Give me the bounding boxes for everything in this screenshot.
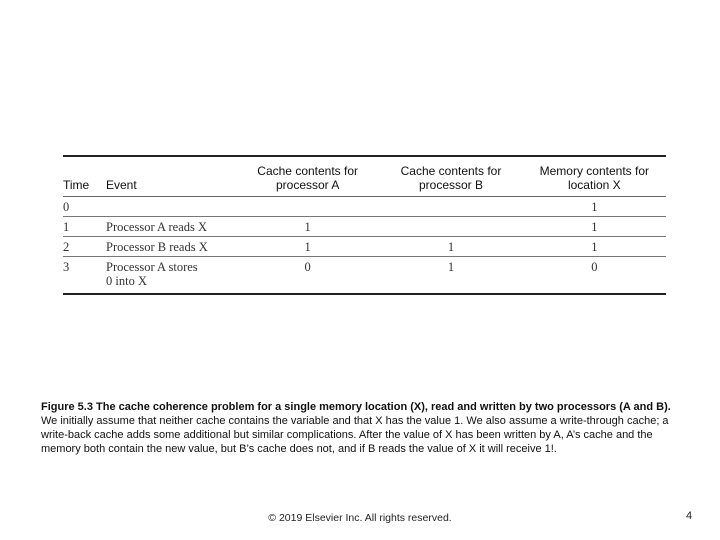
table-row xyxy=(63,237,666,257)
figure-caption-title: Figure 5.3 The cache coherence problem for a single memory location (X), read and written by two processors (A and B). xyxy=(41,401,671,413)
table-row xyxy=(63,197,666,217)
cell-time: 2 xyxy=(63,237,106,257)
cell-event: Processor A reads X xyxy=(106,217,236,237)
cell-cache-a: 0 xyxy=(236,257,379,295)
cell-event: Processor B reads X xyxy=(106,237,236,257)
cell-event-line2: 0 into X xyxy=(106,274,147,288)
cell-cache-a: 1 xyxy=(236,217,379,237)
cell-time: 3 xyxy=(63,257,106,295)
cell-cache-b xyxy=(379,197,522,217)
page-number: 4 xyxy=(686,510,693,522)
cell-memory: 1 xyxy=(523,197,666,217)
figure-caption-body: We initially assume that neither cache contains the variable and that X has the value 1. We also assume a write-through cache; a write-back cache adds some additional but similar complications. After the value of X has been written by A, A’s cache and the memory both contain the new value, but B’s cache does not, and if B reads the value of X it will receive 1!. xyxy=(41,415,669,455)
cell-cache-a xyxy=(236,197,379,217)
cell-event-line1: Processor A stores xyxy=(106,260,198,274)
cache-coherence-table-container xyxy=(63,155,666,295)
header-event: Event xyxy=(106,178,137,192)
cell-event xyxy=(106,257,236,295)
header-time: Time xyxy=(63,178,90,192)
table-row xyxy=(63,257,666,295)
header-cache-b-line1: Cache contents for xyxy=(400,164,502,178)
cell-memory: 1 xyxy=(523,237,666,257)
cell-event xyxy=(106,197,236,217)
header-cache-a-line1: Cache contents for xyxy=(257,164,359,178)
cell-memory: 1 xyxy=(523,217,666,237)
table-header-row xyxy=(63,156,666,197)
cell-time: 1 xyxy=(63,217,106,237)
cell-memory: 0 xyxy=(523,257,666,295)
figure-caption xyxy=(41,400,673,456)
header-cache-a xyxy=(236,156,379,197)
copyright-footer: © 2019 Elsevier Inc. All rights reserved. xyxy=(268,512,452,524)
cell-cache-b: 1 xyxy=(379,237,522,257)
header-memory-line1: Memory contents for xyxy=(539,164,650,178)
cell-cache-b: 1 xyxy=(379,257,522,295)
cell-cache-b xyxy=(379,217,522,237)
header-cache-b-line2: processor B xyxy=(418,178,483,192)
cache-coherence-table xyxy=(63,155,666,295)
table-row xyxy=(63,217,666,237)
header-cache-b xyxy=(379,156,522,197)
header-memory-line2: location X xyxy=(567,178,621,192)
cell-time: 0 xyxy=(63,197,106,217)
cell-cache-a: 1 xyxy=(236,237,379,257)
header-memory xyxy=(523,156,666,197)
header-cache-a-line2: processor A xyxy=(275,178,340,192)
